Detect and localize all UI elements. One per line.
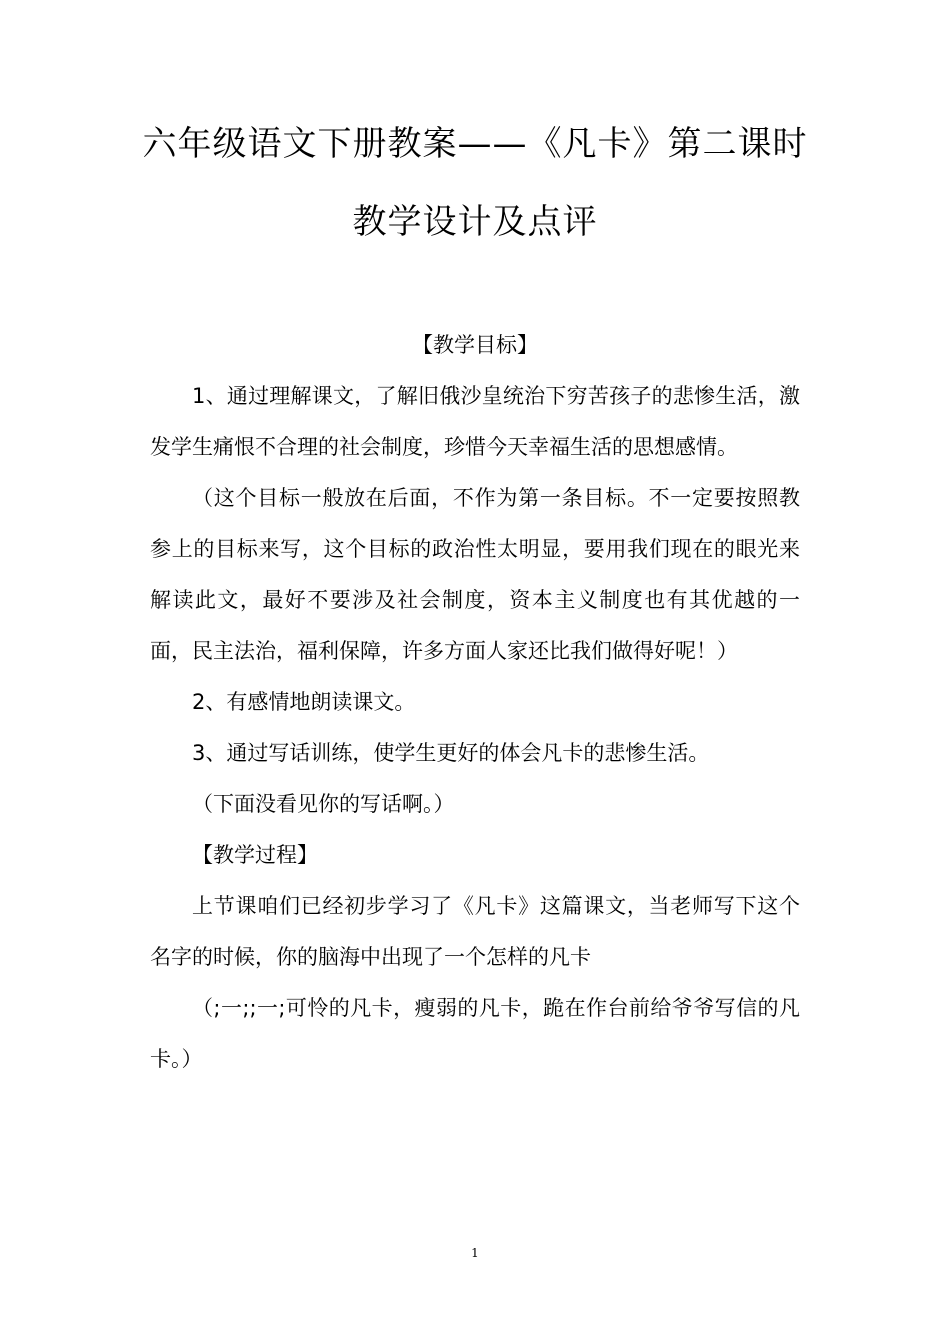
- goal-1-paragraph: 1、通过理解课文，了解旧俄沙皇统治下穷苦孩子的悲惨生活，激发学生痛恨不合理的社会制度，珍惜今天幸福生活的思想感情。: [150, 384, 800, 459]
- page-number: 1: [471, 1246, 479, 1260]
- comment-2-paragraph: （下面没看见你的写话啊。）: [192, 792, 455, 816]
- goals-heading: 【教学目标】: [412, 333, 538, 357]
- process-paragraph-2: （;一;;一;可怜的凡卡，瘦弱的凡卡，跪在作台前给爷爷写信的凡卡。）: [150, 996, 800, 1071]
- comment-1-paragraph: （这个目标一般放在后面，不作为第一条目标。不一定要按照教参上的目标来写，这个目标的政治性太明显，要用我们现在的眼光来解读此文，最好不要涉及社会制度，资本主义制度也有其优越的一面，民主法治，福利保障，许多方面人家还比我们做得好呢！）: [150, 486, 800, 663]
- document-title-line-1: 六年级语文下册教案——《凡卡》第二课时: [142, 124, 808, 164]
- goal-3-paragraph: 3、通过写话训练，使学生更好的体会凡卡的悲惨生活。: [192, 741, 710, 765]
- process-heading: 【教学过程】: [192, 843, 318, 867]
- document-body: [150, 320, 800, 1085]
- process-paragraph-1: 上节课咱们已经初步学习了《凡卡》这篇课文，当老师写下这个名字的时候，你的脑海中出现了一个怎样的凡卡: [150, 894, 800, 969]
- goal-2-paragraph: 2、有感情地朗读课文。: [192, 690, 416, 714]
- document-title-line-2: 教学设计及点评: [352, 202, 598, 242]
